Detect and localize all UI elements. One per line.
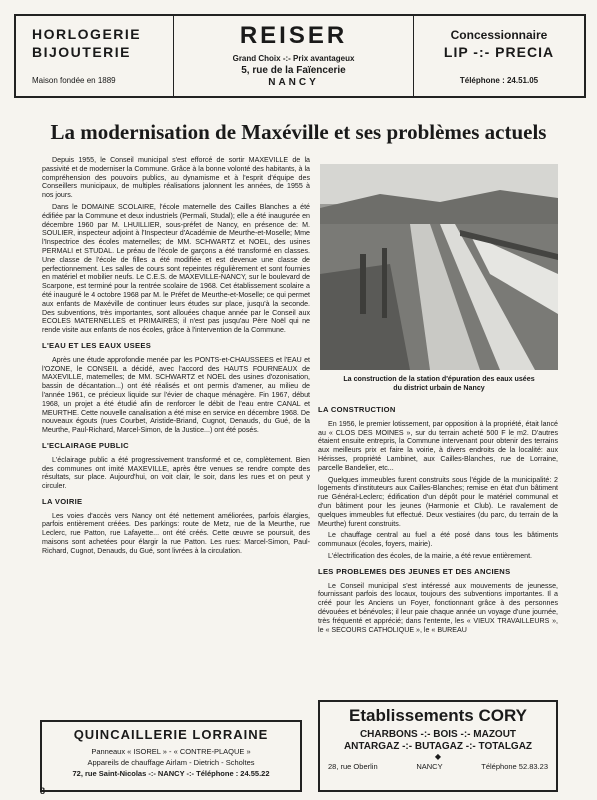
ad-horlogerie-line1: HORLOGERIE	[32, 26, 142, 42]
paragraph-scolaire: Dans le DOMAINE SCOLAIRE, l'école maternelle des Cailles Blanches a été édifiée par la Commune et deux industriels (Permali, Studal); elle a été inaugurée en décembre 1960 par M. LHUILLIER, sous-préfet de Nancy, en présence de: M. SOULIER, inspecteur adjoint à l'Inspecteur d'Académie de Meurthe-et-Moselle; Mme l'Inspectrice des écoles maternelles; de MM. SCHWARTZ et NOEL, des usines PERMALI et STUDAL. Le préau de l'école de garçons a été transformé en classes. Une classe de l'école de filles a été modifiée et est devenue une classe de perfectionnement. Les salles de cours sont repeintes régulièrement et sont fournies en matériel et mobilier neufs. Le C.E.S. de MAXEVILLE-NANCY, sur le boulevard de Scarpone, est terminé pour la rentrée scolaire de 1968. Cet établissement scolaire a été inauguré le 4 octobre 1968 par M. le Préfet de Meurthe-et-Moselle; ce qui permet aux enfants de Maxéville de continuer leurs études sur place, jusqu'à la seconde. Des subventions, très importantes, sont allouées chaque année par le Conseil aux ECOLES MATERNELLES et PRIMAIRES; il n'est pas jusqu'au Père Noël qui ne rende visite aux enfants de nos écoles, grâce à l'intervention de la Commune.	[42, 202, 310, 335]
paragraph-voirie: Les voies d'accès vers Nancy ont été nettement améliorées, parfois élargies, parfois entièrement créées. Des parkings: route de Metz, rue de la Meurthe, rue Leclerc, rue Patton, rue Lafayette... ont été créés. Cette œuvre se poursuit, des maisons sont achetées pour élargir la rue Patton. Les rues: Marcel-Simon, Paul-Richard, Cugnot, Denauds, du Gué, sont livrées à la circulation.	[42, 511, 310, 555]
ad-cory-city: NANCY	[416, 762, 443, 771]
ad-quinc-line1: Panneaux « ISOREL » - « CONTRE-PLAQUE »	[91, 747, 251, 756]
ad-conc-brands: LIP -:- PRECIA	[443, 44, 555, 60]
diamond-icon: ◆	[434, 752, 442, 761]
photo-caption-line2: du district urbain de Nancy	[393, 384, 485, 392]
ad-horlogerie	[16, 16, 174, 96]
ad-cory-phone: Téléphone 52.83.23	[481, 762, 548, 771]
ad-reiser	[174, 16, 414, 96]
top-advertisement-strip	[14, 14, 586, 98]
paragraph-construction4: L'électrification des écoles, de la mairie, a été revue entièrement.	[328, 551, 533, 560]
ad-quinc-line2: Appareils de chauffage Airlam - Dietrich - Scholtes	[87, 758, 255, 767]
ad-cory	[318, 700, 558, 792]
ad-concessionnaire	[414, 16, 584, 96]
heading-construction: LA CONSTRUCTION	[318, 405, 396, 414]
photo-illustration	[320, 164, 558, 370]
ad-quincaillerie	[40, 720, 302, 792]
ad-cory-footer	[320, 762, 556, 771]
page-number: 8	[40, 786, 46, 796]
photo-station-epuration	[320, 164, 558, 370]
right-column	[318, 406, 558, 637]
ad-cory-line1: CHARBONS -:- BOIS -:- MAZOUT	[359, 729, 517, 740]
article-title: La modernisation de Maxéville et ses problèmes actuels	[50, 120, 547, 144]
ad-conc-phone: Téléphone : 24.51.05	[459, 76, 539, 85]
ad-reiser-city: NANCY	[268, 77, 319, 88]
paragraph-eclairage: L'éclairage public a été progressivement transformé et ce, complètement. Bien des communes ont imité MAXEVILLE, après être venues se rendre compte des résultats, sur place. Aujourd'hui, on voit clair, le soir, dans les rues et on peut y circuler.	[42, 455, 310, 491]
ad-horlogerie-line2: BIJOUTERIE	[32, 44, 132, 60]
ad-cory-address: 28, rue Oberlin	[328, 762, 378, 771]
ad-reiser-tagline: Grand Choix -:- Prix avantageux	[232, 54, 355, 63]
ad-quinc-name: QUINCAILLERIE LORRAINE	[73, 727, 269, 742]
paragraph-construction1: En 1956, le premier lotissement, par opposition à la propriété, était lancé au « CLOS DES MOINES », sur du terrain acheté 500 F le m2. D'autres étaient ensuite entrepris, la Commune intervenant pour obtenir des terrains aux meilleurs prix et faire la voirie, à divers endroits de la localité: aux Hérisses, propriété Lambinet, aux Cailles-Blanches, rue de Lorraine, parcelle Bandelier, etc...	[318, 419, 558, 472]
paragraph-intro: Depuis 1955, le Conseil municipal s'est efforcé de sortir MAXEVILLE de la passivité et de moderniser la Commune. Grâce à la bonne volonté des habitants, à la compréhension des pouvoirs publics, au dynamisme et à l'esprit d'équipe des Conseillers municipaux, de multiples réalisations jalonnent les années, de 1955 à nos jours.	[42, 156, 310, 200]
ad-quinc-line3: 72, rue Saint-Nicolas -:- NANCY -:- Téléphone : 24.55.22	[72, 769, 270, 778]
heading-jeunes: LES PROBLEMES DES JEUNES ET DES ANCIENS	[318, 566, 511, 576]
left-column	[42, 156, 310, 559]
heading-voirie: LA VOIRIE	[42, 496, 83, 506]
paragraph-construction3: Le chauffage central au fuel a été posé dans tous les bâtiments communaux (écoles, foyers, mairie).	[318, 531, 558, 549]
paragraph-construction2: Quelques immeubles furent construits sous l'égide de la municipalité: 2 logements d'instituteurs aux Cailles-Blanches; remise en état d'un bâtiment rue Général-Leclerc; édification d'un dépôt pour le matériel communal et d'un bâtiment pour les jeunes (Harmonie et Club). Le ravalement de quelques immeubles fut effectué. Deux vestiaires (du parc, du terrain de la Meurthe) furent construits.	[318, 475, 558, 528]
ad-horlogerie-founded: Maison fondée en 1889	[32, 76, 116, 85]
ad-cory-line2: ANTARGAZ -:- BUTAGAZ -:- TOTALGAZ	[343, 741, 533, 752]
heading-eclairage: L'ECLAIRAGE PUBLIC	[42, 440, 129, 450]
ad-reiser-name: REISER	[239, 22, 348, 49]
photo-caption	[320, 375, 558, 393]
ad-reiser-address: 5, rue de la Faïencerie	[241, 65, 346, 76]
ad-cory-name: Etablissements CORY	[349, 706, 527, 725]
paragraph-jeunes: Le Conseil municipal s'est intéressé aux mouvements de jeunesse, fournissant parfois des locaux, toujours des subventions importantes. Il a créé pour les Anciens un Foyer, fonctionnant grâce à des personnes dévouées et bénévoles; il leur paie chaque année un voyage d'une journée, très fréquenté et apprécié; dans l'entente, les « VIEUX TRAVAILLEURS », le « SECOURS CATHOLIQUE », le « BUREAU	[318, 581, 558, 634]
paragraph-eaux: Après une étude approfondie menée par les PONTS-et-CHAUSSEES et l'EAU et l'OZONE, le CONSEIL a décidé, avec l'accord des HAUTS FOURNEAUX de MAXEVILLE, matemelles; de MM. SCHWARTZ et NOEL des usines d'ozonisation, bassin de décantation...) ont été réalisés et ont permis d'amener, au milieu de l'année 1961, ce précieux liquide sur l'évier de chaque ménagère. Fin 1967, début 1968, un projet a été étudié afin de renforcer le débit de l'eau entre CANAL et MEURTHE. Cette nouvelle canalisation a été mise en service en décembre 1968. De nouveaux égouts (rues Courbet, Aristide-Briand, Cugnot, Denauds, du Gué, de la Meurthe, Paul-Richard, Marcel-Simon, de la Justice...) ont été posés.	[42, 355, 310, 435]
heading-eaux: L'EAU ET LES EAUX USEES	[42, 340, 152, 350]
photo-caption-line1: La construction de la station d'épuration des eaux usées	[343, 375, 535, 383]
ad-conc-label: Concessionnaire	[450, 28, 548, 42]
